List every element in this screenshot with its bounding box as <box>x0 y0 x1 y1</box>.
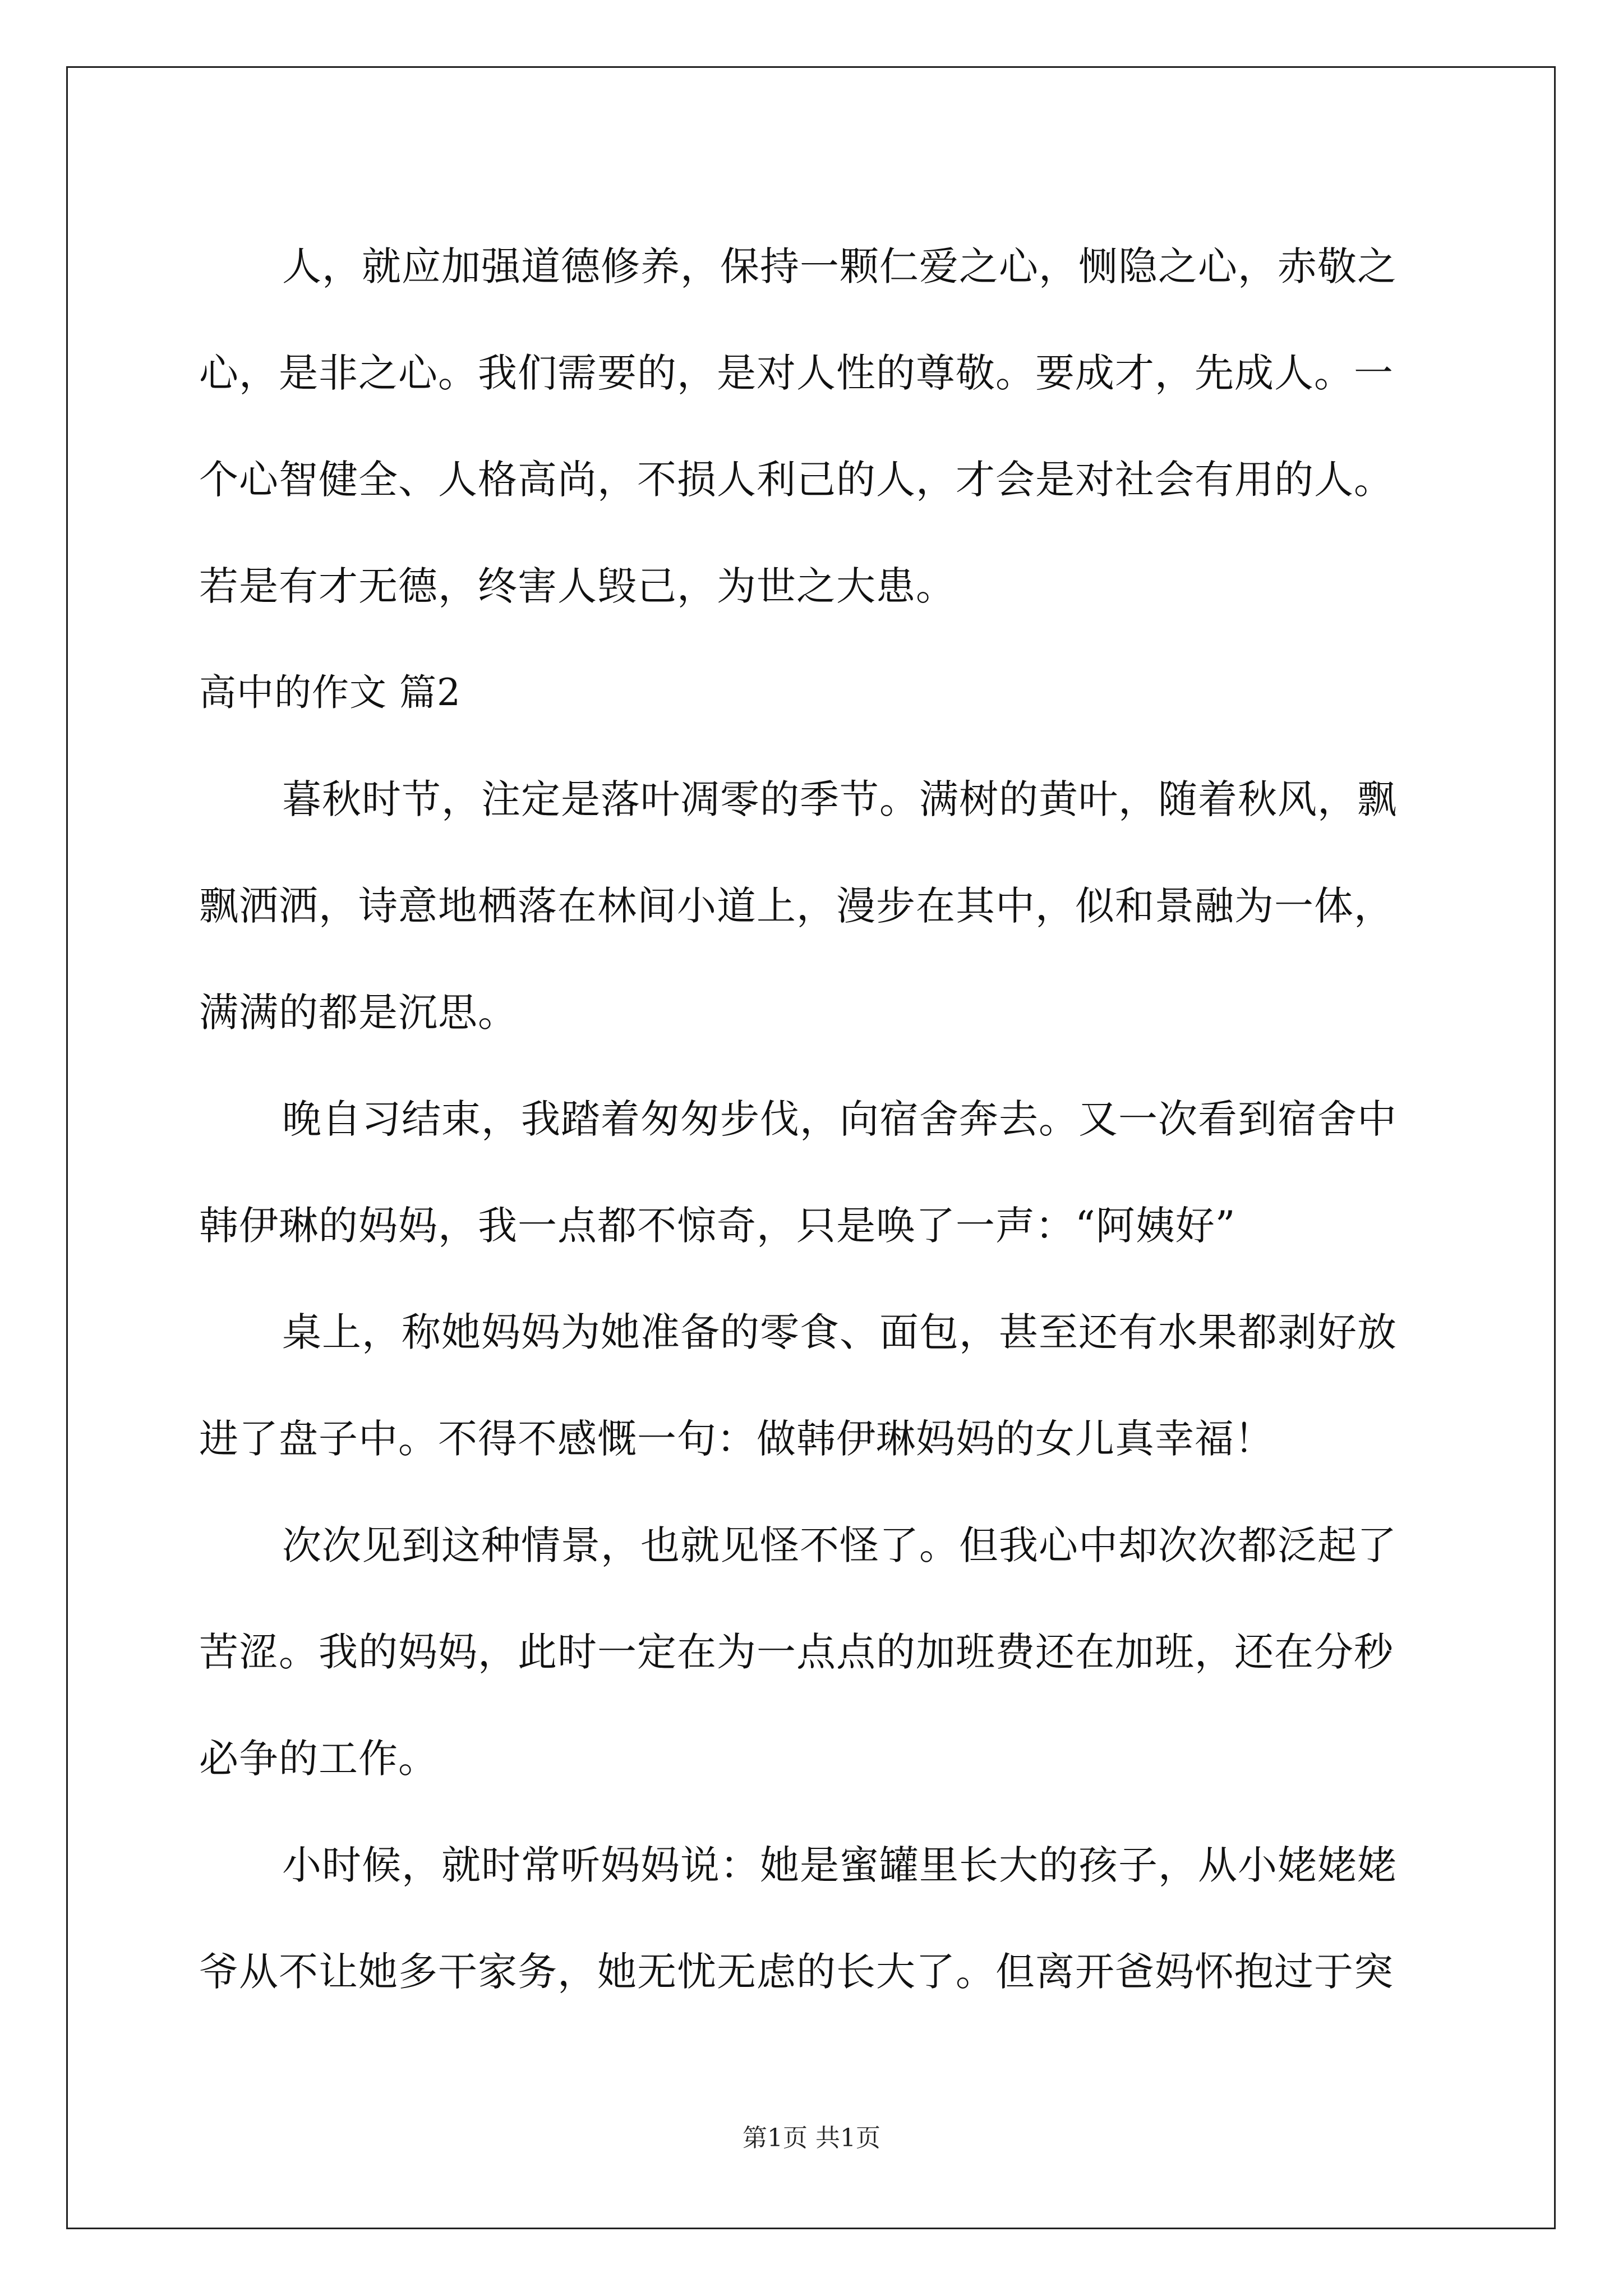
text-line: 小时候，就时常听妈妈说：她是蜜罐里长大的孩子，从小姥姥姥 <box>282 1842 1397 1888</box>
text-line: 苦涩。我的妈妈，此时一定在为一点点的加班费还在加班，还在分秒 <box>199 1629 1394 1675</box>
text-line: 必争的工作。 <box>199 1736 438 1782</box>
document-body <box>199 213 1433 2025</box>
text-line: 韩伊琳的妈妈，我一点都不惊奇，只是唤了一声：“阿姨好” <box>199 1203 1236 1249</box>
text-line: 爷从不让她多干家务，她无忧无虑的长大了。但离开爸妈怀抱过于突 <box>199 1949 1394 1995</box>
page-number-footer: 第1页 共1页 <box>743 2124 880 2152</box>
text-line: 次次见到这种情景，也就见怪不怪了。但我心中却次次都泛起了 <box>282 1522 1397 1568</box>
text-line: 暮秋时节，注定是落叶凋零的季节。满树的黄叶，随着秋风，飘 <box>282 776 1397 822</box>
section-heading: 高中的作文 篇2 <box>199 671 461 714</box>
text-line: 晚自习结束，我踏着匆匆步伐，向宿舍奔去。又一次看到宿舍中 <box>282 1096 1397 1142</box>
text-line: 满满的都是沉思。 <box>199 990 518 1036</box>
text-line: 桌上，称她妈妈为她准备的零食、面包，甚至还有水果都剥好放 <box>282 1309 1397 1355</box>
text-line: 若是有才无德，终害人毁己，为世之大患。 <box>199 563 956 609</box>
text-line: 飘洒洒，诗意地栖落在林间小道上，漫步在其中，似和景融为一体， <box>199 883 1394 929</box>
text-line: 人，就应加强道德修养，保持一颗仁爱之心，恻隐之心，赤敬之 <box>282 243 1397 289</box>
text-line: 个心智健全、人格高尚，不损人利己的人，才会是对社会有用的人。 <box>199 457 1394 503</box>
text-line: 进了盘子中。不得不感慨一句：做韩伊琳妈妈的女儿真幸福！ <box>199 1416 1274 1462</box>
text-line: 心，是非之心。我们需要的，是对人性的尊敬。要成才，先成人。一 <box>199 350 1394 396</box>
